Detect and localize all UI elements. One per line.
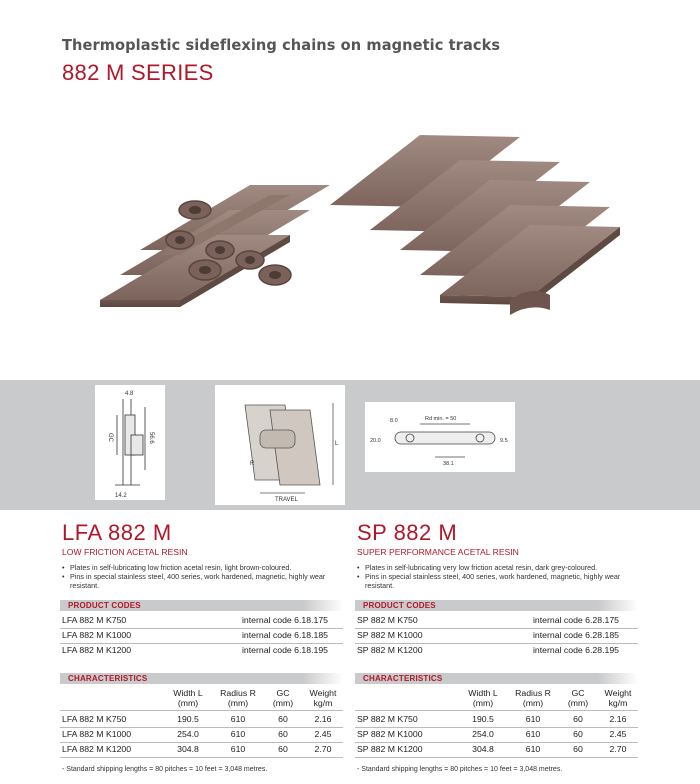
side-view-drawing: [95, 385, 165, 500]
sp-code-row: SP 882 M K1000 internal code 6.28.185: [357, 630, 619, 640]
sp-col-radius: Radius R (mm): [515, 688, 551, 708]
lfa-col-gc: GC (mm): [272, 688, 294, 708]
dim-c-label: 9.5: [500, 438, 508, 444]
lfa-bullet-1: • Plates in self-lubricating low friction acetal resin, light brown-coloured.: [62, 563, 342, 572]
lfa-product-codes-bar: [60, 600, 343, 611]
sp-product-codes-label: PRODUCT CODES: [363, 601, 436, 610]
dim-bottom-label: 14.2: [115, 493, 127, 499]
sp-material: SUPER PERFORMANCE ACETAL RESIN: [357, 547, 519, 557]
sp-bullet-1: • Plates in self-lubricating very low friction acetal resin, dark grey-coloured.: [357, 563, 637, 572]
lfa-product-codes-label: PRODUCT CODES: [68, 601, 141, 610]
page-header: [62, 36, 528, 86]
lfa-col-radius: Radius R (mm): [220, 688, 256, 708]
right-chain-image: [330, 135, 620, 315]
top-view-drawing: [215, 385, 345, 505]
sp-col-gc: GC (mm): [567, 688, 589, 708]
sp-char-row: SP 882 M K1000 254.0 610 60 2.45: [357, 729, 627, 739]
lfa-char-row: LFA 882 M K1000 254.0 610 60 2.45: [62, 729, 332, 739]
lfa-material: LOW FRICTION ACETAL RESIN: [62, 547, 188, 557]
lfa-section: [62, 520, 342, 590]
lfa-code-row: LFA 882 M K750 internal code 6.18.175: [62, 615, 328, 625]
lfa-code-row: LFA 882 M K1200 internal code 6.18.195: [62, 645, 328, 655]
sp-col-width: Width L (mm): [468, 688, 498, 708]
lfa-title: LFA 882 M: [62, 520, 172, 545]
width-label: L: [335, 441, 339, 447]
sp-footnote: - Standard shipping lengths = 80 pitches = 10 feet = 3,048 metres.: [357, 766, 563, 773]
sp-characteristics-bar: [355, 673, 638, 684]
dim-height-label: 56.6: [148, 432, 154, 444]
radius-label: R: [250, 461, 255, 467]
lfa-characteristics-bar: [60, 673, 343, 684]
sp-char-row: SP 882 M K1200 304.8 610 60 2.70: [357, 744, 627, 754]
sp-code-row: SP 882 M K1200 internal code 6.28.195: [357, 645, 619, 655]
sp-title: SP 882 M: [357, 520, 458, 545]
sp-bullet-2: • Pins in special stainless steel, 400 series, work hardened, magnetic, highly wear resistant.: [357, 572, 637, 590]
lfa-col-width: Width L (mm): [173, 688, 203, 708]
dim-gc-label: GC: [107, 433, 113, 442]
product-photo: [100, 125, 620, 340]
pin-view-drawing: [365, 402, 515, 472]
left-chain-image: [100, 185, 330, 307]
technical-drawings-band: [0, 380, 700, 510]
sp-code-row: SP 882 M K750 internal code 6.28.175: [357, 615, 619, 625]
dim-d-label: 38.1: [443, 461, 454, 467]
page-subtitle: Thermoplastic sideflexing chains on magnetic tracks: [62, 36, 501, 54]
sp-section: [357, 520, 637, 590]
sp-col-weight: Weight kg/m: [604, 688, 632, 708]
lfa-col-weight: Weight kg/m: [309, 688, 337, 708]
lfa-char-row: LFA 882 M K750 190.5 610 60 2.16: [62, 714, 332, 724]
lfa-bullet-2: • Pins in special stainless steel, 400 series, work hardened, magnetic, highly wear resistant.: [62, 572, 342, 590]
lfa-bullets: [62, 563, 342, 590]
lfa-char-row: LFA 882 M K1200 304.8 610 60 2.70: [62, 744, 332, 754]
sp-char-row: SP 882 M K750 190.5 610 60 2.16: [357, 714, 627, 724]
sp-product-codes-bar: [355, 600, 638, 611]
dim-top-label: 4.8: [125, 391, 134, 397]
lfa-footnote: - Standard shipping lengths = 80 pitches = 10 feet = 3,048 metres.: [62, 766, 268, 773]
dim-a-label: 8.0: [390, 418, 398, 424]
dim-b-label: 20.0: [370, 438, 381, 444]
travel-label: TRAVEL: [275, 497, 298, 503]
sp-characteristics-label: CHARACTERISTICS: [363, 674, 443, 683]
page-title: 882 M SERIES: [62, 60, 214, 85]
lfa-characteristics-label: CHARACTERISTICS: [68, 674, 148, 683]
rd-min-label: Rd min. = 50: [425, 416, 457, 422]
sp-bullets: [357, 563, 637, 590]
lfa-code-row: LFA 882 M K1000 internal code 6.18.185: [62, 630, 328, 640]
